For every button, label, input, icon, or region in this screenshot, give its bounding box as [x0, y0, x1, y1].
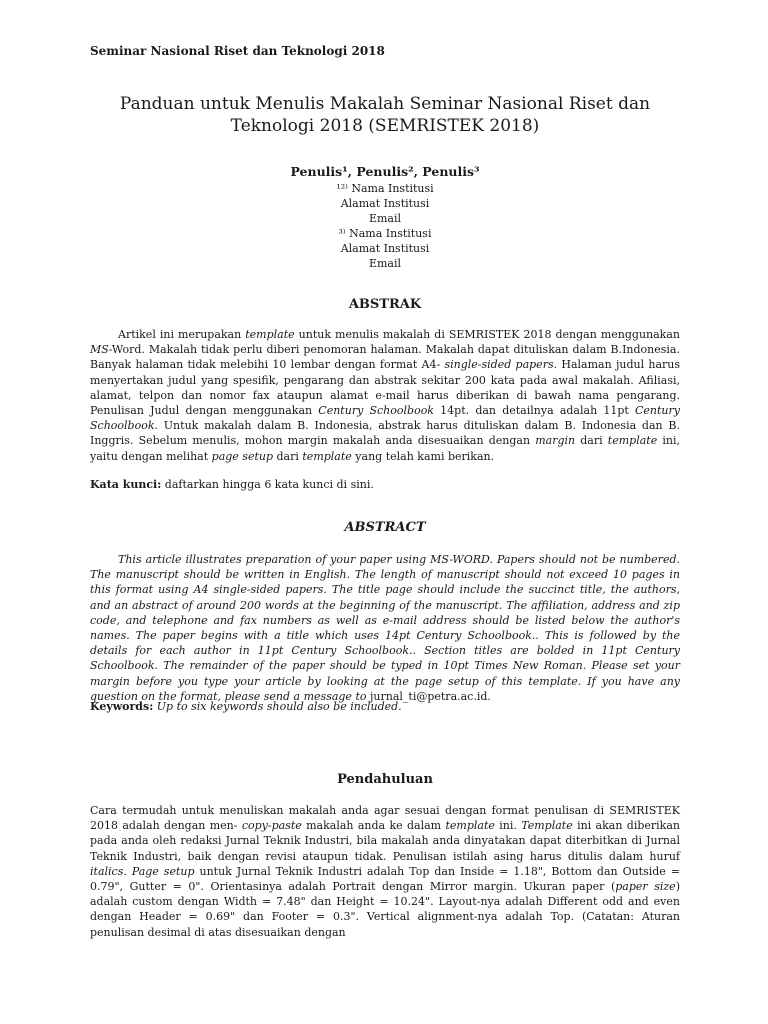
kata-kunci-text: daftarkan hingga 6 kata kunci di sini.: [161, 478, 374, 491]
pendahuluan-paragraph: Cara termudah untuk menuliskan makalah anda agar sesuai dengan format penulisan di SEMRISTEK 2018 adalah dengan men- copy-paste makalah anda ke dalam template ini. Template ini akan diberikan pada anda oleh redaksi Jurnal Teknik Industri, bila makalah anda dinyatakan dapat diterbitkan di Jurnal Teknik Industri, baik dengan revisi ataupun tidak. Penulisan istilah asing harus ditulis dalam huruf italics. Page setup untuk Jurnal Teknik Industri adalah Top dan Inside = 1.18", Bottom dan Outside = 0.79", Gutter = 0". Orientasinya adalah Portrait dengan Mirror margin. Ukuran paper (paper size) adalah custom dengan Width = 7.48" dan Height = 10.24". Layout-nya adalah Different odd and even dengan Header = 0.69" dan Footer = 0.3". Vertical alignment-nya adalah Top. (Catatan: Aturan penulisan desimal di atas disesuaikan dengan: [90, 804, 680, 939]
affiliation-2-institution: ³⁾ Nama Institusi: [338, 227, 432, 240]
author-list: Penulis¹, Penulis², Penulis³: [290, 164, 480, 179]
kata-kunci: [90, 478, 680, 491]
abstract-paragraph: This article illustrates preparation of your paper using MS-WORD. Papers should not be numbered. The manuscript should be written in English. The length of manuscript should not exceed 10 pages in this format using A4 single-sided papers. The title page should include the succinct title, the authors, and an abstract of around 200 words at the beginning of the manuscript. The affiliation, address and zip code, and telephone and fax numbers as well as e-mail address should be listed below the author's names. The paper begins with a title which uses 14pt Century Schoolbook.. This is followed by the details for each author in 11pt Century Schoolbook.. Section titles are bolded in 11pt Century Schoolbook. The remainder of the paper should be typed in 10pt Times New Roman. Please set your margin before you type your article by looking at the page setup of this template. If you have any question on the format, please send a message to jurnal_ti@petra.ac.id.: [90, 553, 680, 703]
keywords-label: Keywords:: [90, 700, 154, 713]
contact-email: jurnal_ti@petra.ac.id: [369, 689, 488, 703]
abstract-heading: ABSTRACT: [344, 520, 426, 535]
paper-title: [90, 93, 680, 137]
running-header: Seminar Nasional Riset dan Teknologi 2018: [90, 44, 385, 58]
paper-title-line-2: Teknologi 2018 (SEMRISTEK 2018): [230, 116, 540, 136]
kata-kunci-label: Kata kunci:: [90, 478, 162, 491]
keywords: [90, 700, 680, 713]
abstrak-paragraph: Artikel ini merupakan template untuk menulis makalah di SEMRISTEK 2018 dengan menggunakan MS-Word. Makalah tidak perlu diberi penomoran halaman. Makalah dapat dituliskan dalam B.Indonesia. Banyak halaman tidak melebihi 10 lembar dengan format A4- single-sided papers. Halaman judul harus menyertakan judul yang spesifik, pengarang dan abstrak sekitar 200 kata pada awal makalah. Afiliasi, alamat, telpon dan nomor fax ataupun alamat e-mail harus diberikan di bawah nama pengarang. Penulisan Judul dengan menggunakan Century Schoolbook 14pt. dan detailnya adalah 11pt Century Schoolbook. Untuk makalah dalam B. Indonesia, abstrak harus dituliskan dalam B. Indonesia dan B. Inggris. Sebelum menulis, mohon margin makalah anda disesuaikan dengan margin dari template ini, yaitu dengan melihat page setup dari template yang telah kami berikan.: [90, 328, 680, 463]
affiliation-2-email: Email: [368, 257, 402, 270]
abstrak-heading: ABSTRAK: [348, 297, 422, 312]
affiliation-1-institution: ¹²⁾ Nama Institusi: [336, 182, 434, 195]
pendahuluan-heading: Pendahuluan: [337, 772, 433, 787]
paper-title-line-1: Panduan untuk Menulis Makalah Seminar Nasional Riset dan: [119, 94, 651, 114]
keywords-text: Up to six keywords should also be included.: [153, 700, 402, 713]
affiliation-2-address: Alamat Institusi: [340, 242, 430, 255]
affiliation-1-email: Email: [368, 212, 402, 225]
affiliation-1-address: Alamat Institusi: [340, 197, 430, 210]
